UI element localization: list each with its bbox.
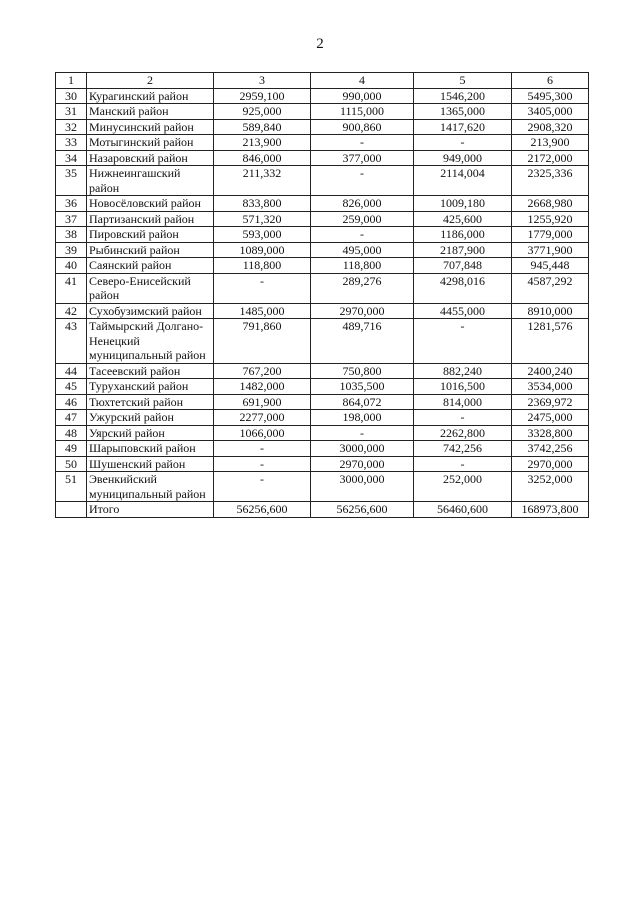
value-col-3: - [214, 472, 311, 502]
table-row [56, 456, 589, 472]
district-name: Рыбинский район [87, 242, 214, 258]
value-col-3: 1066,000 [214, 425, 311, 441]
row-number: 49 [56, 441, 87, 457]
district-name: Назаровский район [87, 150, 214, 166]
row-number: 50 [56, 456, 87, 472]
value-col-4: - [311, 227, 414, 243]
value-col-6: 4587,292 [512, 273, 589, 303]
value-col-3: 1485,000 [214, 303, 311, 319]
value-col-5: 2262,800 [414, 425, 512, 441]
value-col-3: 571,320 [214, 211, 311, 227]
value-col-3: 846,000 [214, 150, 311, 166]
value-col-4: 259,000 [311, 211, 414, 227]
value-col-3: 833,800 [214, 196, 311, 212]
column-header: 6 [512, 73, 589, 89]
column-header: 1 [56, 73, 87, 89]
column-header: 4 [311, 73, 414, 89]
value-col-6: 1281,576 [512, 319, 589, 364]
value-col-6: 8910,000 [512, 303, 589, 319]
table-row [56, 379, 589, 395]
allocation-table [55, 72, 589, 518]
value-col-6: 945,448 [512, 258, 589, 274]
value-col-6: 5495,300 [512, 88, 589, 104]
value-col-3: 593,000 [214, 227, 311, 243]
table-row [56, 88, 589, 104]
row-number: 48 [56, 425, 87, 441]
value-col-4: - [311, 166, 414, 196]
value-col-3: 767,200 [214, 363, 311, 379]
table-row [56, 227, 589, 243]
value-col-6: 3534,000 [512, 379, 589, 395]
table-row [56, 425, 589, 441]
row-number: 30 [56, 88, 87, 104]
table-row [56, 472, 589, 502]
row-number: 43 [56, 319, 87, 364]
value-col-6: 2325,336 [512, 166, 589, 196]
value-col-6: 1255,920 [512, 211, 589, 227]
value-col-6: 2369,972 [512, 394, 589, 410]
district-name: Пировский район [87, 227, 214, 243]
row-number: 45 [56, 379, 87, 395]
value-col-5: 1186,000 [414, 227, 512, 243]
table-row [56, 303, 589, 319]
value-col-4: 2970,000 [311, 303, 414, 319]
value-col-5: 1417,620 [414, 119, 512, 135]
value-col-6: 2970,000 [512, 456, 589, 472]
column-number-row [56, 73, 589, 89]
value-col-6: 3405,000 [512, 104, 589, 120]
district-name: Итого [87, 502, 214, 518]
row-number: 44 [56, 363, 87, 379]
table-body [56, 88, 589, 517]
table-row [56, 319, 589, 364]
value-col-4: 864,072 [311, 394, 414, 410]
column-header: 2 [87, 73, 214, 89]
table-row [56, 410, 589, 426]
row-number: 31 [56, 104, 87, 120]
value-col-4: - [311, 135, 414, 151]
district-name: Курагинский район [87, 88, 214, 104]
value-col-5: 882,240 [414, 363, 512, 379]
value-col-4: 495,000 [311, 242, 414, 258]
value-col-3: - [214, 441, 311, 457]
value-col-5: 425,600 [414, 211, 512, 227]
district-name: Саянский район [87, 258, 214, 274]
district-name: Туруханский район [87, 379, 214, 395]
value-col-3: - [214, 273, 311, 303]
value-col-3: 2959,100 [214, 88, 311, 104]
column-header: 3 [214, 73, 311, 89]
value-col-6: 2475,000 [512, 410, 589, 426]
value-col-4: 3000,000 [311, 472, 414, 502]
value-col-4: 198,000 [311, 410, 414, 426]
value-col-5: 1546,200 [414, 88, 512, 104]
value-col-4: 2970,000 [311, 456, 414, 472]
value-col-4: 900,860 [311, 119, 414, 135]
row-number: 34 [56, 150, 87, 166]
value-col-3: 1482,000 [214, 379, 311, 395]
value-col-3: 1089,000 [214, 242, 311, 258]
row-number: 32 [56, 119, 87, 135]
value-col-5: 949,000 [414, 150, 512, 166]
district-name: Сухобузимский район [87, 303, 214, 319]
value-col-5: - [414, 319, 512, 364]
row-number: 35 [56, 166, 87, 196]
value-col-3: 2277,000 [214, 410, 311, 426]
value-col-5: 1016,500 [414, 379, 512, 395]
row-number: 51 [56, 472, 87, 502]
district-name: Таймырский Долгано-Ненецкий муниципальный район [87, 319, 214, 364]
value-col-5: 742,256 [414, 441, 512, 457]
district-name: Шарыповский район [87, 441, 214, 457]
district-name: Партизанский район [87, 211, 214, 227]
district-name: Мотыгинский район [87, 135, 214, 151]
value-col-4: 289,276 [311, 273, 414, 303]
table-row [56, 258, 589, 274]
value-col-3: 211,332 [214, 166, 311, 196]
row-number: 40 [56, 258, 87, 274]
value-col-6: 3771,900 [512, 242, 589, 258]
value-col-6: 213,900 [512, 135, 589, 151]
value-col-5: 1365,000 [414, 104, 512, 120]
table-row [56, 273, 589, 303]
value-col-4: 990,000 [311, 88, 414, 104]
value-col-5: 2114,004 [414, 166, 512, 196]
district-name: Тюхтетский район [87, 394, 214, 410]
table-row [56, 104, 589, 120]
table-row [56, 119, 589, 135]
value-col-6: 1779,000 [512, 227, 589, 243]
value-col-5: 2187,900 [414, 242, 512, 258]
value-col-4: - [311, 425, 414, 441]
value-col-4: 489,716 [311, 319, 414, 364]
value-col-3: 56256,600 [214, 502, 311, 518]
value-col-5: - [414, 135, 512, 151]
table-row [56, 150, 589, 166]
value-col-6: 2172,000 [512, 150, 589, 166]
value-col-6: 3252,000 [512, 472, 589, 502]
column-header: 5 [414, 73, 512, 89]
value-col-3: 589,840 [214, 119, 311, 135]
district-name: Эвенкийский муниципальный район [87, 472, 214, 502]
value-col-3: 791,860 [214, 319, 311, 364]
row-number: 38 [56, 227, 87, 243]
value-col-4: 377,000 [311, 150, 414, 166]
value-col-3: 213,900 [214, 135, 311, 151]
table-row [56, 196, 589, 212]
row-number: 47 [56, 410, 87, 426]
value-col-6: 3328,800 [512, 425, 589, 441]
row-number: 46 [56, 394, 87, 410]
value-col-5: 56460,600 [414, 502, 512, 518]
table-row [56, 242, 589, 258]
district-name: Ужурский район [87, 410, 214, 426]
table-row [56, 363, 589, 379]
value-col-6: 2668,980 [512, 196, 589, 212]
value-col-6: 3742,256 [512, 441, 589, 457]
value-col-3: - [214, 456, 311, 472]
row-number: 41 [56, 273, 87, 303]
value-col-5: 252,000 [414, 472, 512, 502]
total-row [56, 502, 589, 518]
value-col-4: 826,000 [311, 196, 414, 212]
value-col-6: 168973,800 [512, 502, 589, 518]
table-row [56, 166, 589, 196]
row-number: 36 [56, 196, 87, 212]
value-col-4: 56256,600 [311, 502, 414, 518]
row-number [56, 502, 87, 518]
value-col-5: 707,848 [414, 258, 512, 274]
table-row [56, 211, 589, 227]
value-col-5: 4298,016 [414, 273, 512, 303]
value-col-4: 1115,000 [311, 104, 414, 120]
table-row [56, 135, 589, 151]
value-col-4: 118,800 [311, 258, 414, 274]
value-col-5: 814,000 [414, 394, 512, 410]
table-row [56, 441, 589, 457]
value-col-6: 2908,320 [512, 119, 589, 135]
page-number: 2 [316, 36, 324, 52]
value-col-3: 691,900 [214, 394, 311, 410]
value-col-4: 750,800 [311, 363, 414, 379]
row-number: 39 [56, 242, 87, 258]
row-number: 33 [56, 135, 87, 151]
district-name: Северо-Енисейский район [87, 273, 214, 303]
row-number: 37 [56, 211, 87, 227]
district-name: Минусинский район [87, 119, 214, 135]
value-col-5: - [414, 456, 512, 472]
value-col-4: 3000,000 [311, 441, 414, 457]
district-name: Новосёловский район [87, 196, 214, 212]
district-name: Нижнеингашский район [87, 166, 214, 196]
value-col-5: 4455,000 [414, 303, 512, 319]
value-col-4: 1035,500 [311, 379, 414, 395]
district-name: Шушенский район [87, 456, 214, 472]
value-col-3: 118,800 [214, 258, 311, 274]
district-name: Тасеевский район [87, 363, 214, 379]
value-col-3: 925,000 [214, 104, 311, 120]
district-name: Уярский район [87, 425, 214, 441]
value-col-6: 2400,240 [512, 363, 589, 379]
value-col-5: - [414, 410, 512, 426]
table-row [56, 394, 589, 410]
value-col-5: 1009,180 [414, 196, 512, 212]
district-name: Манский район [87, 104, 214, 120]
row-number: 42 [56, 303, 87, 319]
